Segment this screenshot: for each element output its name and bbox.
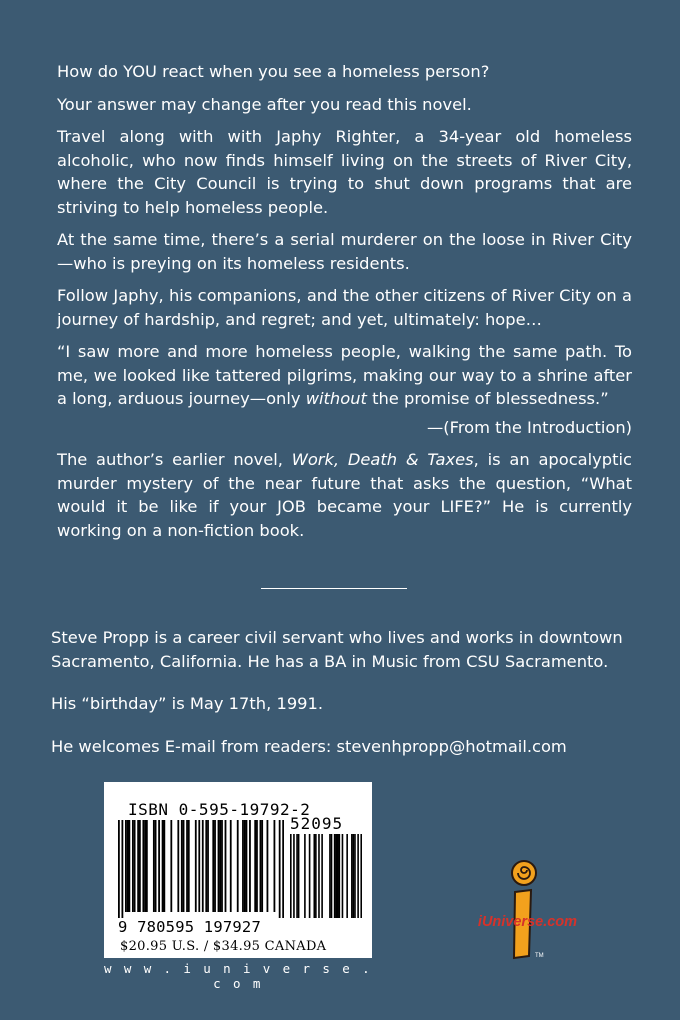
barcode-bar bbox=[293, 834, 295, 918]
barcode-bar bbox=[342, 834, 344, 918]
barcode-bar bbox=[244, 820, 246, 912]
barcode-bar bbox=[279, 820, 281, 918]
bio-career: Steve Propp is a career civil servant who lives and works in downtown Sacramento, California. He has a BA in Music from CSU Sacramento. bbox=[51, 628, 623, 671]
barcode-bar bbox=[318, 834, 320, 918]
price-code: 52095 bbox=[290, 814, 344, 833]
barcode-bar bbox=[267, 820, 269, 912]
quote-text-a: “I saw more and more homeless people, walking the same path. To me, we looked like tattered pilgrims, making our way to a shrine after a long, arduous journey—only bbox=[57, 342, 632, 408]
back-cover-blurb bbox=[57, 60, 632, 551]
ean-digits: 9 780595 197927 bbox=[118, 918, 261, 936]
author-bio bbox=[51, 626, 641, 777]
barcode-bar bbox=[225, 820, 227, 912]
barcode-bar bbox=[181, 820, 183, 912]
barcode-bar bbox=[146, 820, 148, 912]
bio-email: He welcomes E-mail from readers: stevenhpropp@hotmail.com bbox=[51, 736, 567, 756]
cover-price: $20.95 U.S. / $34.95 CANADA bbox=[120, 939, 327, 954]
barcode-bar bbox=[221, 820, 223, 912]
ean-barcode bbox=[118, 820, 284, 918]
barcode-bar bbox=[162, 820, 164, 912]
barcode-bar bbox=[237, 820, 239, 912]
barcode-bar bbox=[214, 820, 216, 912]
iuniverse-i-icon bbox=[465, 856, 590, 966]
barcode-bar bbox=[128, 820, 130, 912]
barcode-bar bbox=[183, 820, 185, 912]
barcode-bar bbox=[331, 834, 333, 918]
barcode-bar bbox=[290, 834, 292, 918]
barcode-bar bbox=[177, 820, 179, 912]
barcode-bar bbox=[118, 820, 120, 918]
barcode-bar bbox=[188, 820, 190, 912]
barcode-bar bbox=[339, 834, 341, 918]
barcode-bar bbox=[304, 834, 306, 918]
barcode-bar bbox=[144, 820, 146, 912]
barcode-bar bbox=[202, 820, 204, 912]
barcode-bar bbox=[335, 834, 337, 918]
barcode-bar bbox=[360, 834, 362, 918]
earlier-novel-title: Work, Death & Taxes bbox=[291, 450, 474, 469]
quote-emphasis: without bbox=[305, 389, 367, 408]
barcode-bar bbox=[246, 820, 248, 912]
barcode-bar bbox=[337, 834, 339, 918]
publisher-logo bbox=[465, 856, 590, 966]
blurb-synopsis: Travel along with with Japhy Righter, a 34-year old homeless alcoholic, who now finds himself living on the streets of River City, where the City Council is trying to shut down programs that are striving to help homeless people. bbox=[57, 127, 632, 217]
isbn-barcode-block bbox=[104, 782, 372, 958]
barcode-bar bbox=[354, 834, 356, 918]
barcode-bar bbox=[296, 834, 298, 918]
quote-text-b: the promise of blessedness.” bbox=[366, 389, 609, 408]
section-divider bbox=[261, 588, 407, 589]
barcode-bar bbox=[309, 834, 311, 918]
earlier-novel bbox=[57, 448, 632, 542]
barcode-bar bbox=[186, 820, 188, 912]
barcode-bar bbox=[155, 820, 157, 912]
earlier-novel-a: The author’s earlier novel, bbox=[57, 450, 292, 469]
website-url: w w w . i u n i v e r s e . c o m bbox=[104, 961, 372, 991]
barcode-bar bbox=[170, 820, 172, 912]
barcode-bar bbox=[125, 820, 127, 912]
barcode-bar bbox=[249, 820, 251, 912]
barcode-bar bbox=[218, 820, 220, 912]
barcode-bar bbox=[212, 820, 214, 912]
barcode-bar bbox=[329, 834, 331, 918]
barcode-bar bbox=[219, 820, 221, 912]
barcode-bar bbox=[321, 834, 323, 918]
barcode-bar bbox=[205, 820, 207, 912]
barcode-bar bbox=[298, 834, 300, 918]
barcode-bar bbox=[127, 820, 129, 912]
barcode-bar bbox=[230, 820, 232, 912]
barcode-bar bbox=[207, 820, 209, 912]
barcode-bar bbox=[153, 820, 155, 912]
barcode-bar bbox=[158, 820, 160, 912]
barcode-bar bbox=[315, 834, 317, 918]
barcode-bar bbox=[334, 834, 336, 918]
addon-barcode bbox=[290, 834, 362, 918]
trademark-label: TM bbox=[535, 953, 544, 959]
blurb-hook: Your answer may change after you read this novel. bbox=[57, 94, 472, 114]
barcode-bar bbox=[134, 820, 136, 912]
barcode-bar bbox=[353, 834, 355, 918]
bio-birthday: His “birthday” is May 17th, 1991. bbox=[51, 694, 324, 713]
barcode-bar bbox=[282, 820, 284, 918]
barcode-bar bbox=[274, 820, 276, 912]
barcode-bar bbox=[132, 820, 134, 912]
barcode-bar bbox=[346, 834, 348, 918]
earlier-novel-b: , is an apocalyptic murder mystery of the near future that asks the question, “What would it be like if your JOB became your LIFE?” He is currently working on a non-fiction book. bbox=[57, 450, 632, 540]
isbn-number: ISBN 0-595-19792-2 bbox=[128, 800, 311, 819]
barcode-bar bbox=[198, 820, 200, 912]
barcode-bar bbox=[351, 834, 353, 918]
barcode-bar bbox=[256, 820, 258, 912]
barcode-bar bbox=[242, 820, 244, 912]
publisher-name: iUniverse.com bbox=[477, 914, 578, 930]
barcode-bar bbox=[139, 820, 141, 912]
barcode-bar bbox=[142, 820, 144, 912]
blurb-question: How do YOU react when you see a homeless person? bbox=[57, 62, 490, 81]
barcode-bar bbox=[260, 820, 262, 912]
barcode-bar bbox=[254, 820, 256, 912]
barcode-bar bbox=[357, 834, 359, 918]
barcode-bar bbox=[163, 820, 165, 912]
blurb-murderer: At the same time, there’s a serial murderer on the loose in River City—who is preying on its homeless residents. bbox=[57, 230, 632, 273]
blurb-follow: Follow Japhy, his companions, and the other citizens of River City on a journey of hardship, and regret; and yet, ultimately: hope… bbox=[57, 286, 632, 329]
intro-quote bbox=[57, 340, 632, 411]
quote-attribution: —(From the Introduction) bbox=[427, 417, 632, 437]
barcode-bar bbox=[261, 820, 263, 912]
barcode-bar bbox=[195, 820, 197, 912]
barcode-bar bbox=[137, 820, 139, 912]
barcode-bar bbox=[121, 820, 123, 918]
barcode-bar bbox=[313, 834, 315, 918]
